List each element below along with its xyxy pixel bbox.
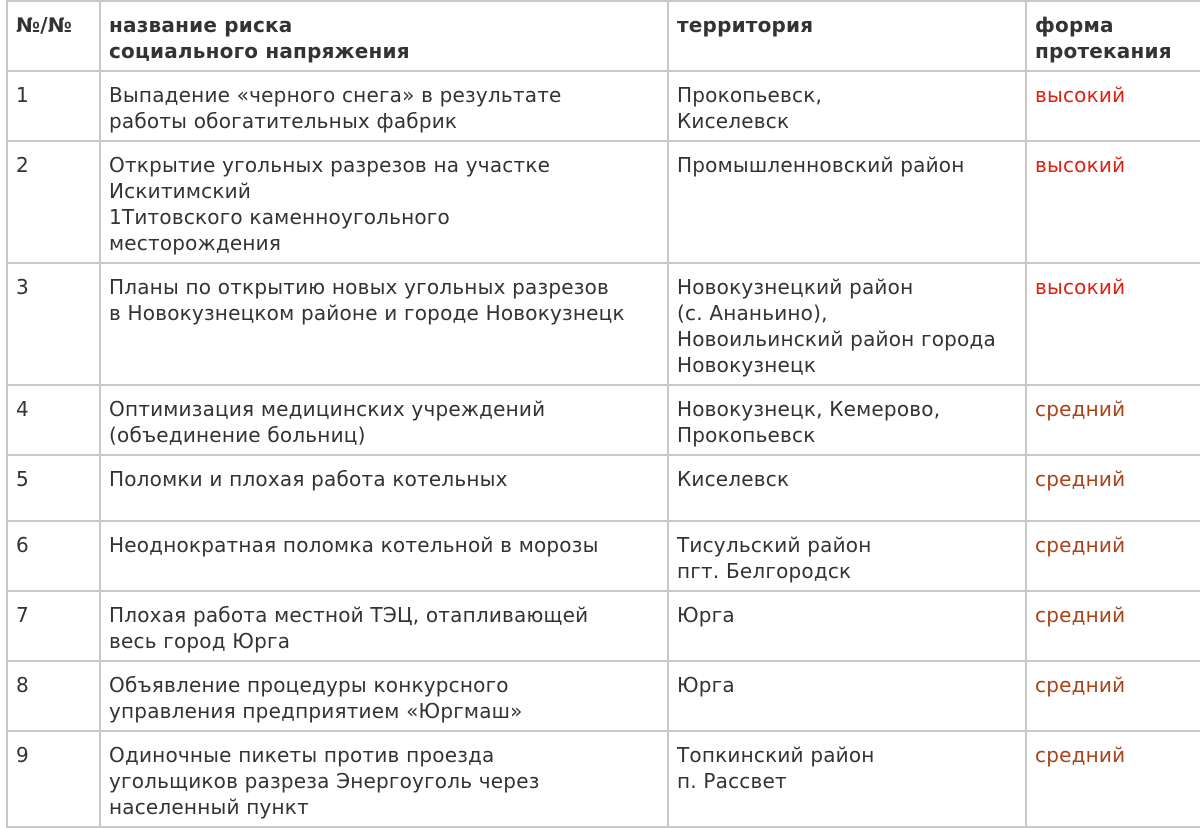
cell-num: 1: [7, 71, 100, 141]
header-row: [7, 1, 1200, 71]
header-num: №/№: [7, 1, 100, 71]
cell-num: 4: [7, 385, 100, 455]
cell-territory: [668, 71, 1026, 141]
table-row: [7, 591, 1200, 661]
cell-line: (объединение больниц): [109, 423, 366, 447]
table-row: [7, 141, 1200, 263]
cell-name: [100, 455, 668, 521]
table-row: [7, 71, 1200, 141]
cell-num: 8: [7, 661, 100, 731]
cell-line: Прокопьевск: [677, 423, 816, 447]
cell-form: средний: [1026, 661, 1200, 731]
cell-territory: [668, 661, 1026, 731]
cell-form: высокий: [1026, 141, 1200, 263]
header-form: [1026, 1, 1200, 71]
cell-line: Тисульский район: [677, 533, 872, 557]
cell-line: 1Титовского каменноугольного: [109, 205, 450, 229]
header-name: [100, 1, 668, 71]
cell-form: средний: [1026, 455, 1200, 521]
cell-num: 6: [7, 521, 100, 591]
cell-name: [100, 385, 668, 455]
cell-line: Новокузнецк, Кемерово,: [677, 397, 941, 421]
cell-line: Новокузнецкий район: [677, 275, 914, 299]
cell-line: Объявление процедуры конкурсного: [109, 673, 509, 697]
table-row: [7, 263, 1200, 385]
cell-name: [100, 141, 668, 263]
header-name-line: название риска: [109, 13, 293, 37]
header-form-line: протекания: [1035, 39, 1172, 63]
cell-line: Промышленновский район: [677, 153, 965, 177]
cell-form: средний: [1026, 521, 1200, 591]
cell-line: месторождения: [109, 231, 282, 255]
cell-territory: [668, 141, 1026, 263]
cell-line: Юрга: [677, 603, 735, 627]
table-row: [7, 385, 1200, 455]
cell-name: [100, 731, 668, 827]
cell-line: Выпадение «черного снега» в результате: [109, 83, 562, 107]
cell-name: [100, 71, 668, 141]
table-row: [7, 455, 1200, 521]
cell-line: Киселевск: [677, 109, 790, 133]
cell-line: Открытие угольных разрезов на участке: [109, 153, 551, 177]
cell-line: Новокузнецк: [677, 353, 817, 377]
cell-line: весь город Юрга: [109, 629, 291, 653]
header-name-line: социального напряжения: [109, 39, 410, 63]
cell-line: Новоильинский район города: [677, 327, 996, 351]
cell-line: Киселевск: [677, 467, 790, 491]
cell-num: 5: [7, 455, 100, 521]
cell-line: населенный пункт: [109, 795, 309, 819]
cell-line: Неоднократная поломка котельной в морозы: [109, 533, 599, 557]
cell-territory: [668, 731, 1026, 827]
cell-num: 7: [7, 591, 100, 661]
cell-form: средний: [1026, 591, 1200, 661]
cell-territory: [668, 385, 1026, 455]
table-row: [7, 521, 1200, 591]
table-row: [7, 661, 1200, 731]
cell-line: Одиночные пикеты против проезда: [109, 743, 495, 767]
cell-num: 2: [7, 141, 100, 263]
risk-table: [6, 0, 1200, 828]
cell-line: (с. Ананьино),: [677, 301, 828, 325]
cell-line: Юрга: [677, 673, 735, 697]
cell-territory: [668, 263, 1026, 385]
cell-line: Искитимский: [109, 179, 252, 203]
cell-form: высокий: [1026, 263, 1200, 385]
cell-line: Плохая работа местной ТЭЦ, отапливающей: [109, 603, 589, 627]
cell-form: средний: [1026, 385, 1200, 455]
cell-line: работы обогатительных фабрик: [109, 109, 458, 133]
cell-line: управления предприятием «Юргмаш»: [109, 699, 523, 723]
cell-name: [100, 661, 668, 731]
cell-line: угольщиков разреза Энергоуголь через: [109, 769, 540, 793]
cell-num: 3: [7, 263, 100, 385]
cell-line: Поломки и плохая работа котельных: [109, 467, 508, 491]
cell-name: [100, 263, 668, 385]
header-form-line: форма: [1035, 13, 1114, 37]
cell-name: [100, 521, 668, 591]
cell-line: Оптимизация медицинских учреждений: [109, 397, 546, 421]
cell-name: [100, 591, 668, 661]
cell-territory: [668, 521, 1026, 591]
cell-line: в Новокузнецком районе и городе Новокузнецк: [109, 301, 625, 325]
cell-line: п. Рассвет: [677, 769, 787, 793]
cell-line: Прокопьевск,: [677, 83, 823, 107]
cell-territory: [668, 455, 1026, 521]
header-territory: территория: [668, 1, 1026, 71]
cell-line: Топкинский район: [677, 743, 875, 767]
cell-form: высокий: [1026, 71, 1200, 141]
cell-form: средний: [1026, 731, 1200, 827]
table-row: [7, 731, 1200, 827]
cell-line: Планы по открытию новых угольных разрезов: [109, 275, 610, 299]
cell-line: пгт. Белгородск: [677, 559, 852, 583]
cell-num: 9: [7, 731, 100, 827]
cell-territory: [668, 591, 1026, 661]
